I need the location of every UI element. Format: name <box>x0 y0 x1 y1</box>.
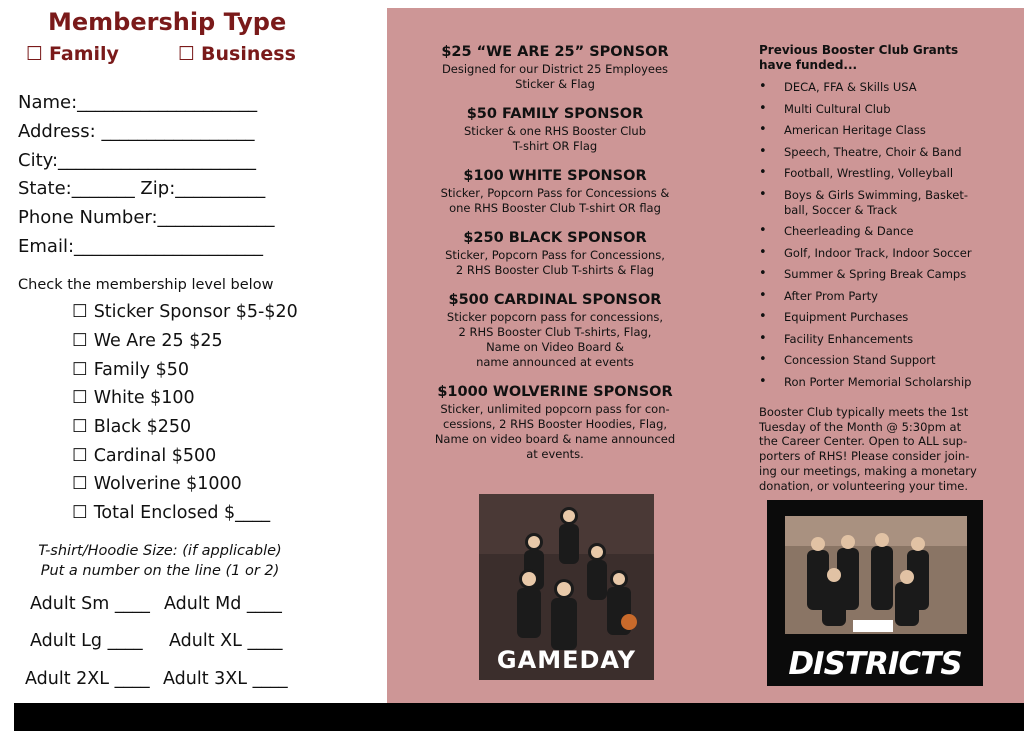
address-field[interactable]: Address: _________________ <box>18 121 255 142</box>
sponsor-info-panel <box>387 8 1024 703</box>
grants-heading-line: Previous Booster Club Grants <box>759 43 959 57</box>
adult-md-field[interactable]: Adult Md ____ <box>164 594 282 614</box>
adult-2xl-field[interactable]: Adult 2XL ____ <box>25 669 150 689</box>
sponsor-title: $50 FAMILY SPONSOR <box>466 106 644 122</box>
sponsor-desc-line: name announced at events <box>476 355 634 369</box>
level-item[interactable] <box>72 360 189 380</box>
sponsor-title: $100 WHITE SPONSOR <box>463 168 647 184</box>
grant-item: • Summer & Spring Break Camps <box>759 267 1009 282</box>
sponsor-desc-line: Sticker, Popcorn Pass for Concessions & <box>440 186 670 200</box>
sponsor-title: $250 BLACK SPONSOR <box>463 230 647 246</box>
grant-item: • Football, Wrestling, Volleyball <box>759 166 1009 181</box>
sponsor-desc-line: Sticker, Popcorn Pass for Concessions, <box>445 248 665 262</box>
districts-text: DISTRICTS <box>788 646 962 682</box>
adult-3xl-field[interactable]: Adult 3XL ____ <box>163 669 288 689</box>
level-item[interactable] <box>72 417 191 437</box>
sponsor-title: $1000 WOLVERINE SPONSOR <box>437 384 673 400</box>
level-label: Wolverine $1000 <box>93 474 242 494</box>
level-item[interactable] <box>72 503 270 523</box>
sponsor-title: $25 “WE ARE 25” SPONSOR <box>441 44 669 60</box>
sponsor-desc-line: Designed for our District 25 Employees <box>441 62 669 76</box>
sponsor-500 <box>423 291 687 370</box>
size-instruction-line: T-shirt/Hoodie Size: (if applicable) <box>38 543 282 559</box>
sponsor-desc-line: Sticker & Flag <box>515 77 595 91</box>
level-label: Total Enclosed $____ <box>93 503 271 523</box>
level-instruction: Check the membership level below <box>18 277 274 293</box>
size-instruction <box>0 541 320 581</box>
level-checkbox[interactable]: ☐ <box>72 474 88 494</box>
grant-item: • Speech, Theatre, Choir & Band <box>759 145 1009 160</box>
adult-lg-field[interactable]: Adult Lg ____ <box>30 631 143 651</box>
business-checkbox[interactable]: ☐ <box>178 43 196 65</box>
meeting-line: Booster Club typically meets the 1st <box>759 405 969 419</box>
sponsor-title: $500 CARDINAL SPONSOR <box>448 292 662 308</box>
level-label: Cardinal $500 <box>93 446 217 466</box>
membership-form-panel <box>0 0 387 703</box>
sponsor-100 <box>423 167 687 216</box>
sponsor-desc-line: Sticker popcorn pass for concessions, <box>446 310 664 324</box>
grant-item: • Facility Enhancements <box>759 332 1009 347</box>
level-checkbox[interactable]: ☐ <box>72 417 88 437</box>
gameday-photo <box>479 494 654 680</box>
meeting-info <box>759 405 999 493</box>
level-checkbox[interactable]: ☐ <box>72 302 88 322</box>
districts-photo <box>767 500 983 686</box>
grant-item: • DECA, FFA & Skills USA <box>759 80 1009 95</box>
sponsor-desc-line: cessions, 2 RHS Booster Hoodies, Flag, <box>442 417 668 431</box>
level-label: Family $50 <box>93 360 189 380</box>
grant-item: • Boys & Girls Swimming, Basket-ball, Soccer & Track <box>759 188 974 218</box>
adult-sm-field[interactable]: Adult Sm ____ <box>30 594 150 614</box>
grant-item: • After Prom Party <box>759 289 1009 304</box>
family-option[interactable] <box>26 43 119 65</box>
sponsor-desc-line: Sticker, unlimited popcorn pass for con- <box>440 402 670 416</box>
city-field[interactable]: City:______________________ <box>18 150 257 171</box>
bottom-bar <box>14 703 1024 731</box>
level-label: We Are 25 $25 <box>93 331 223 351</box>
business-label: Business <box>201 43 296 65</box>
level-item[interactable] <box>72 446 216 466</box>
gameday-text: GAMEDAY <box>496 646 637 674</box>
sponsor-desc-line: Name on Video Board & <box>486 340 624 354</box>
level-checkbox[interactable]: ☐ <box>72 503 88 523</box>
phone-field[interactable]: Phone Number:_____________ <box>18 207 275 228</box>
level-item[interactable] <box>72 302 298 322</box>
business-option[interactable] <box>178 43 296 65</box>
level-label: Black $250 <box>93 417 192 437</box>
membership-type-title: Membership Type <box>48 8 287 36</box>
sponsor-desc-line: Name on video board & name announced <box>434 432 676 446</box>
grant-item: • Ron Porter Memorial Scholarship <box>759 375 1009 390</box>
grant-item: • Equipment Purchases <box>759 310 1009 325</box>
family-checkbox[interactable]: ☐ <box>26 43 44 65</box>
sponsor-desc-line: one RHS Booster Club T-shirt OR flag <box>449 201 661 215</box>
size-instruction-line: Put a number on the line (1 or 2) <box>40 563 280 579</box>
level-checkbox[interactable]: ☐ <box>72 360 88 380</box>
grants-list <box>759 80 1009 396</box>
grant-item: • Cheerleading & Dance <box>759 224 1009 239</box>
grant-item: • Concession Stand Support <box>759 353 1009 368</box>
grant-item: • Golf, Indoor Track, Indoor Soccer <box>759 246 1009 261</box>
level-item[interactable] <box>72 388 195 408</box>
sponsor-desc-line: 2 RHS Booster Club T-shirts, Flag, <box>458 325 652 339</box>
grants-heading <box>759 43 999 73</box>
meeting-line: ing our meetings, making a monetary <box>759 463 977 478</box>
level-label: Sticker Sponsor $5-$20 <box>93 302 298 322</box>
level-checkbox[interactable]: ☐ <box>72 446 88 466</box>
email-field[interactable]: Email:_____________________ <box>18 236 264 257</box>
state-zip-field[interactable]: State:_______ Zip:__________ <box>18 178 266 199</box>
meeting-line: donation, or volunteering your time. <box>759 478 969 493</box>
meeting-line: Tuesday of the Month @ 5:30pm at <box>759 419 962 434</box>
family-label: Family <box>49 43 119 65</box>
meeting-line: porters of RHS! Please consider join- <box>759 449 970 464</box>
level-item[interactable] <box>72 474 242 494</box>
name-field[interactable]: Name:____________________ <box>18 92 258 113</box>
level-label: White $100 <box>93 388 195 408</box>
level-item[interactable] <box>72 331 223 351</box>
grant-item: • Multi Cultural Club <box>759 102 1009 117</box>
level-checkbox[interactable]: ☐ <box>72 388 88 408</box>
level-checkbox[interactable]: ☐ <box>72 331 88 351</box>
sponsor-250 <box>423 229 687 278</box>
sponsor-desc-line: Sticker & one RHS Booster Club <box>463 124 647 138</box>
sponsor-1000 <box>423 383 687 462</box>
sponsor-desc-line: at events. <box>526 447 584 461</box>
adult-xl-field[interactable]: Adult XL ____ <box>169 631 283 651</box>
meeting-line: the Career Center. Open to ALL sup- <box>759 434 968 449</box>
sponsor-25 <box>423 43 687 92</box>
sponsor-desc-line: T-shirt OR Flag <box>512 139 598 153</box>
sponsor-desc-line: 2 RHS Booster Club T-shirts & Flag <box>455 263 655 277</box>
sponsor-50 <box>423 105 687 154</box>
grants-heading-line: have funded... <box>759 58 858 72</box>
grant-item: • American Heritage Class <box>759 123 1009 138</box>
